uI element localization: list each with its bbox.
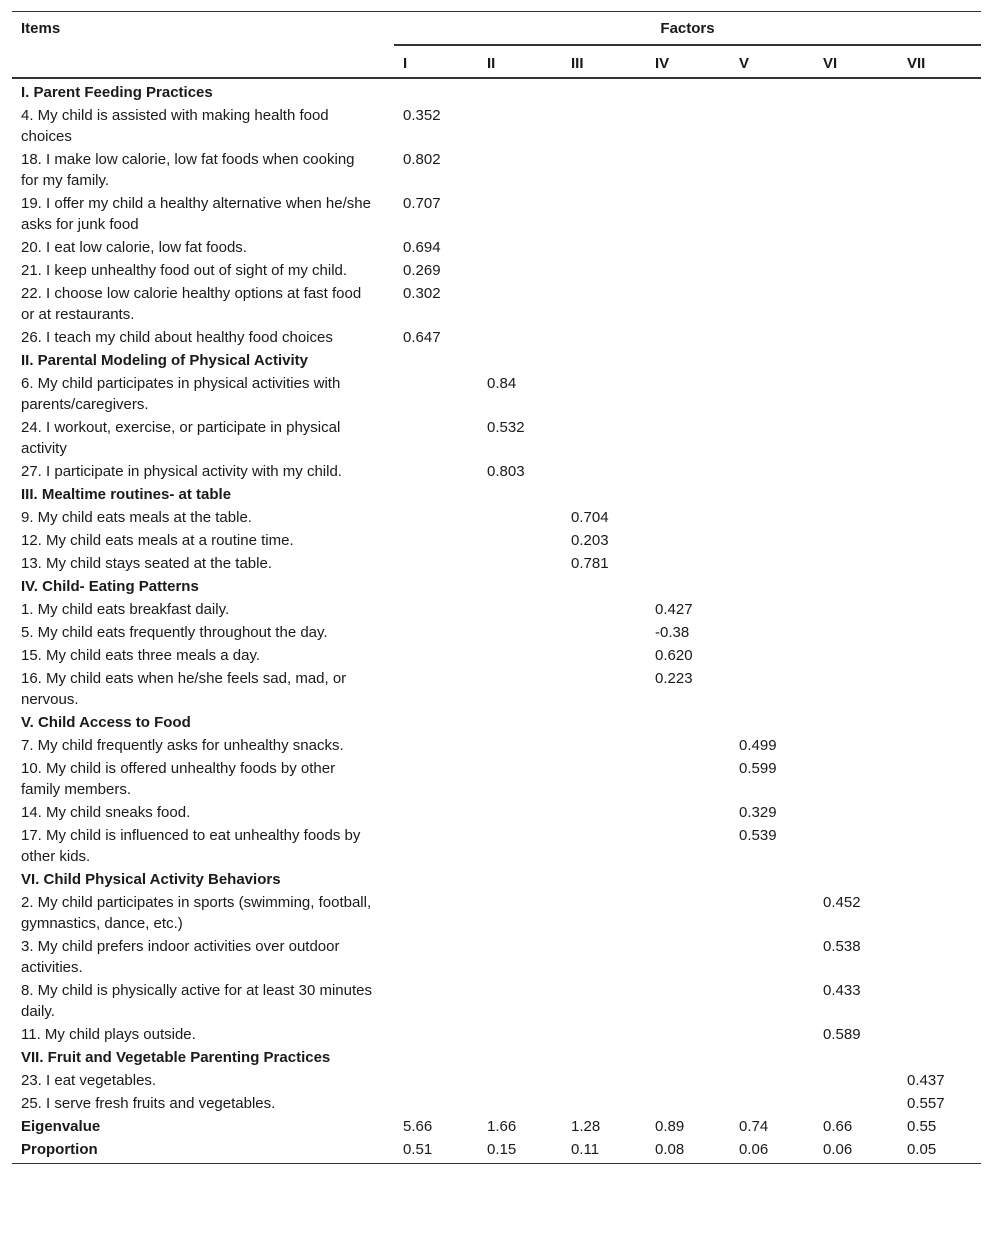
loading-cell (394, 460, 478, 483)
loading-cell (898, 236, 981, 259)
loading-cell (898, 506, 981, 529)
loading-cell (562, 236, 646, 259)
item-text: 10. My child is offered unhealthy foods by other family members. (21, 760, 336, 798)
loading-cell (898, 891, 981, 935)
loading-cell (394, 824, 478, 868)
loading-cell (814, 104, 898, 148)
loading-cell (814, 506, 898, 529)
loading-cell (898, 192, 981, 236)
loading-cell (814, 667, 898, 711)
loading-cell (898, 529, 981, 552)
loading-cell (478, 734, 562, 757)
loading-cell: 0.803 (487, 463, 525, 480)
summary-value: 0.89 (655, 1118, 685, 1135)
loading-cell (898, 148, 981, 192)
loading-cell (898, 801, 981, 824)
loading-cell (394, 1069, 478, 1092)
loading-cell (562, 824, 646, 868)
loading-cell (394, 644, 478, 667)
table-row (12, 979, 981, 1023)
loading-cell: 0.589 (823, 1026, 861, 1043)
loading-cell (562, 104, 646, 148)
factor-column-header: VII (898, 45, 981, 78)
loading-cell (814, 236, 898, 259)
factor-loadings-table (12, 11, 981, 1164)
item-text: 1. My child eats breakfast daily. (21, 601, 230, 618)
loading-cell (646, 372, 730, 416)
loading-cell (562, 192, 646, 236)
table-row (12, 236, 981, 259)
loading-cell (814, 801, 898, 824)
loading-cell (898, 1023, 981, 1046)
loading-cell (562, 734, 646, 757)
loading-cell: 0.539 (739, 827, 777, 844)
summary-value: 0.74 (739, 1118, 769, 1135)
loading-cell (562, 644, 646, 667)
summary-value: 0.05 (907, 1141, 937, 1158)
loading-cell: 0.647 (403, 329, 441, 346)
loading-cell (394, 801, 478, 824)
item-text: 23. I eat vegetables. (21, 1072, 157, 1089)
factor-column-header: I (394, 45, 478, 78)
loading-cell: 0.781 (571, 555, 609, 572)
loading-cell (646, 1069, 730, 1092)
summary-value: 1.28 (571, 1118, 601, 1135)
loading-cell (730, 104, 814, 148)
table-row (12, 104, 981, 148)
item-text: 24. I workout, exercise, or participate in physical activity (21, 419, 341, 457)
loading-cell (898, 552, 981, 575)
table-row (12, 667, 981, 711)
item-text: 2. My child participates in sports (swimming, football, gymnastics, dance, etc.) (21, 894, 372, 932)
loading-cell: 0.433 (823, 982, 861, 999)
loading-cell (646, 1023, 730, 1046)
loading-cell (898, 935, 981, 979)
loading-cell (562, 621, 646, 644)
loading-cell (814, 460, 898, 483)
table-row (12, 891, 981, 935)
loading-cell: 0.437 (907, 1072, 945, 1089)
loading-cell (898, 644, 981, 667)
loading-cell (730, 621, 814, 644)
item-text: 21. I keep unhealthy food out of sight of my child. (21, 262, 348, 279)
loading-cell (646, 1092, 730, 1115)
item-text: 5. My child eats frequently throughout the day. (21, 624, 328, 641)
loading-cell (478, 824, 562, 868)
loading-cell: 0.427 (655, 601, 693, 618)
table-row (12, 552, 981, 575)
loading-cell (730, 282, 814, 326)
table-row (12, 529, 981, 552)
loading-cell (478, 236, 562, 259)
item-text: 15. My child eats three meals a day. (21, 647, 261, 664)
summary-label: Eigenvalue (21, 1118, 101, 1135)
loading-cell (394, 935, 478, 979)
loading-cell: 0.704 (571, 509, 609, 526)
table-row (12, 192, 981, 236)
section-heading-row (12, 78, 981, 104)
factor-column-header: III (562, 45, 646, 78)
item-text: 27. I participate in physical activity with my child. (21, 463, 342, 480)
loading-cell (814, 148, 898, 192)
loading-cell (646, 506, 730, 529)
item-text: 6. My child participates in physical activities with parents/caregivers. (21, 375, 341, 413)
summary-label: Proportion (21, 1141, 98, 1158)
loading-cell (646, 734, 730, 757)
table-row (12, 757, 981, 801)
loading-cell (394, 757, 478, 801)
loading-cell (730, 644, 814, 667)
loading-cell (730, 529, 814, 552)
section-heading-row (12, 711, 981, 734)
item-text: 4. My child is assisted with making health food choices (21, 107, 329, 145)
loading-cell (814, 552, 898, 575)
loading-cell (478, 148, 562, 192)
section-title: VI. Child Physical Activity Behaviors (21, 871, 281, 888)
item-text: 17. My child is influenced to eat unhealthy foods by other kids. (21, 827, 361, 865)
item-text: 16. My child eats when he/she feels sad, mad, or nervous. (21, 670, 347, 708)
loading-cell (646, 979, 730, 1023)
item-text: 22. I choose low calorie healthy options at fast food or at restaurants. (21, 285, 362, 323)
loading-cell (562, 935, 646, 979)
loading-cell (730, 667, 814, 711)
section-heading-row (12, 349, 981, 372)
loading-cell (478, 192, 562, 236)
loading-cell (394, 734, 478, 757)
loading-cell (478, 552, 562, 575)
loading-cell (478, 757, 562, 801)
loading-cell: 0.302 (403, 285, 441, 302)
loading-cell (646, 801, 730, 824)
loading-cell (814, 598, 898, 621)
loading-cell (730, 1069, 814, 1092)
summary-value: 0.06 (739, 1141, 769, 1158)
loading-cell: 0.352 (403, 107, 441, 124)
table-row (12, 148, 981, 192)
items-column-subheader (12, 45, 394, 78)
loading-cell (394, 416, 478, 460)
loading-cell (730, 979, 814, 1023)
table-row (12, 282, 981, 326)
loading-cell (394, 621, 478, 644)
summary-value: 0.51 (403, 1141, 433, 1158)
loading-cell: 0.802 (403, 151, 441, 168)
loading-cell (394, 552, 478, 575)
loading-cell (730, 148, 814, 192)
loading-cell: -0.38 (655, 624, 690, 641)
table-header (12, 12, 981, 79)
loading-cell (478, 1092, 562, 1115)
table-row (12, 1069, 981, 1092)
item-text: 19. I offer my child a healthy alternative when he/she asks for junk food (21, 195, 371, 233)
factor-loadings-table-container (12, 11, 981, 1164)
table-row (12, 326, 981, 349)
loading-cell (898, 621, 981, 644)
loading-cell: 0.707 (403, 195, 441, 212)
summary-row (12, 1138, 981, 1164)
loading-cell (730, 506, 814, 529)
loading-cell (730, 326, 814, 349)
loading-cell (898, 326, 981, 349)
loading-cell (814, 1092, 898, 1115)
loading-cell (646, 552, 730, 575)
loading-cell (394, 598, 478, 621)
loading-cell (814, 1069, 898, 1092)
loading-cell (898, 460, 981, 483)
loading-cell: 0.538 (823, 938, 861, 955)
loading-cell (478, 529, 562, 552)
loading-cell: 0.329 (739, 804, 777, 821)
loading-cell (394, 1092, 478, 1115)
factor-column-header: VI (814, 45, 898, 78)
loading-cell (562, 757, 646, 801)
loading-cell (562, 1023, 646, 1046)
loading-cell: 0.532 (487, 419, 525, 436)
loading-cell (730, 935, 814, 979)
factor-column-header: V (730, 45, 814, 78)
table-row (12, 372, 981, 416)
table-row (12, 259, 981, 282)
loading-cell (898, 979, 981, 1023)
loading-cell (646, 259, 730, 282)
table-row (12, 506, 981, 529)
loading-cell (478, 621, 562, 644)
loading-cell (478, 667, 562, 711)
loading-cell (898, 282, 981, 326)
loading-cell: 0.223 (655, 670, 693, 687)
loading-cell (646, 416, 730, 460)
summary-row (12, 1115, 981, 1138)
loading-cell (478, 644, 562, 667)
loading-cell (562, 667, 646, 711)
loading-cell (814, 282, 898, 326)
summary-value: 0.55 (907, 1118, 937, 1135)
loading-cell (646, 529, 730, 552)
loading-cell (562, 891, 646, 935)
loading-cell (478, 801, 562, 824)
loading-cell (562, 148, 646, 192)
loading-cell (394, 1023, 478, 1046)
loading-cell (394, 979, 478, 1023)
table-row (12, 644, 981, 667)
loading-cell (814, 824, 898, 868)
table-row (12, 734, 981, 757)
loading-cell (562, 282, 646, 326)
item-text: 25. I serve fresh fruits and vegetables. (21, 1095, 276, 1112)
loading-cell (646, 460, 730, 483)
loading-cell (814, 621, 898, 644)
summary-value: 5.66 (403, 1118, 433, 1135)
items-column-header: Items (21, 20, 61, 37)
loading-cell: 0.694 (403, 239, 441, 256)
factor-column-header: II (478, 45, 562, 78)
loading-cell (646, 824, 730, 868)
loading-cell (898, 734, 981, 757)
loading-cell (646, 282, 730, 326)
section-heading-row (12, 868, 981, 891)
section-heading-row (12, 1046, 981, 1069)
summary-value: 1.66 (487, 1118, 517, 1135)
loading-cell: 0.499 (739, 737, 777, 754)
loading-cell (898, 104, 981, 148)
loading-cell (646, 104, 730, 148)
section-title: III. Mealtime routines- at table (21, 486, 232, 503)
section-title: IV. Child- Eating Patterns (21, 578, 199, 595)
summary-value: 0.06 (823, 1141, 853, 1158)
loading-cell (478, 979, 562, 1023)
factors-column-header: Factors (660, 20, 715, 37)
loading-cell (814, 372, 898, 416)
loading-cell (562, 372, 646, 416)
item-text: 20. I eat low calorie, low fat foods. (21, 239, 247, 256)
loading-cell (478, 104, 562, 148)
loading-cell (478, 506, 562, 529)
loading-cell (730, 236, 814, 259)
loading-cell (478, 891, 562, 935)
loading-cell: 0.557 (907, 1095, 945, 1112)
loading-cell (898, 667, 981, 711)
item-text: 18. I make low calorie, low fat foods when cooking for my family. (21, 151, 355, 189)
loading-cell (814, 529, 898, 552)
loading-cell (394, 529, 478, 552)
summary-value: 0.08 (655, 1141, 685, 1158)
loading-cell (898, 416, 981, 460)
loading-cell: 0.203 (571, 532, 609, 549)
table-row (12, 824, 981, 868)
loading-cell: 0.452 (823, 894, 861, 911)
table-row (12, 801, 981, 824)
loading-cell (646, 192, 730, 236)
loading-cell (478, 326, 562, 349)
table-row (12, 1092, 981, 1115)
loading-cell: 0.84 (487, 375, 517, 392)
item-text: 3. My child prefers indoor activities over outdoor activities. (21, 938, 340, 976)
loading-cell (646, 757, 730, 801)
item-text: 9. My child eats meals at the table. (21, 509, 252, 526)
loading-cell (562, 1069, 646, 1092)
loading-cell (730, 416, 814, 460)
item-text: 7. My child frequently asks for unhealthy snacks. (21, 737, 344, 754)
summary-value: 0.15 (487, 1141, 517, 1158)
loading-cell (562, 259, 646, 282)
loading-cell (646, 326, 730, 349)
table-row (12, 1023, 981, 1046)
table-row (12, 416, 981, 460)
loading-cell (562, 1092, 646, 1115)
table-row (12, 460, 981, 483)
loading-cell (394, 372, 478, 416)
loading-cell (730, 372, 814, 416)
loading-cell (562, 801, 646, 824)
table-row (12, 621, 981, 644)
loading-cell (898, 598, 981, 621)
loading-cell (898, 259, 981, 282)
loading-cell (646, 236, 730, 259)
table-body (12, 78, 981, 1164)
loading-cell (478, 1023, 562, 1046)
loading-cell (646, 148, 730, 192)
loading-cell (646, 935, 730, 979)
section-title: I. Parent Feeding Practices (21, 84, 213, 101)
loading-cell (898, 372, 981, 416)
factor-column-header: IV (646, 45, 730, 78)
table-row (12, 598, 981, 621)
summary-value: 0.11 (571, 1141, 600, 1158)
loading-cell (730, 1092, 814, 1115)
item-text: 12. My child eats meals at a routine time. (21, 532, 294, 549)
loading-cell (814, 416, 898, 460)
loading-cell: 0.620 (655, 647, 693, 664)
loading-cell (478, 598, 562, 621)
section-title: V. Child Access to Food (21, 714, 191, 731)
loading-cell (562, 326, 646, 349)
loading-cell (478, 259, 562, 282)
summary-value: 0.66 (823, 1118, 853, 1135)
loading-cell (814, 259, 898, 282)
loading-cell (814, 757, 898, 801)
loading-cell (394, 506, 478, 529)
loading-cell (730, 192, 814, 236)
item-text: 8. My child is physically active for at least 30 minutes daily. (21, 982, 372, 1020)
item-text: 11. My child plays outside. (21, 1026, 196, 1043)
loading-cell (814, 326, 898, 349)
loading-cell (562, 598, 646, 621)
loading-cell (730, 460, 814, 483)
loading-cell (562, 416, 646, 460)
loading-cell (814, 644, 898, 667)
loading-cell (394, 891, 478, 935)
loading-cell (394, 667, 478, 711)
loading-cell (562, 460, 646, 483)
item-text: 26. I teach my child about healthy food choices (21, 329, 333, 346)
table-row (12, 935, 981, 979)
loading-cell: 0.269 (403, 262, 441, 279)
loading-cell (898, 824, 981, 868)
loading-cell (730, 891, 814, 935)
loading-cell (814, 734, 898, 757)
loading-cell (730, 259, 814, 282)
loading-cell (478, 935, 562, 979)
item-text: 14. My child sneaks food. (21, 804, 191, 821)
section-title: VII. Fruit and Vegetable Parenting Practices (21, 1049, 331, 1066)
section-title: II. Parental Modeling of Physical Activity (21, 352, 309, 369)
loading-cell (814, 192, 898, 236)
loading-cell (478, 282, 562, 326)
section-heading-row (12, 575, 981, 598)
loading-cell (646, 891, 730, 935)
loading-cell (730, 552, 814, 575)
item-text: 13. My child stays seated at the table. (21, 555, 272, 572)
loading-cell (898, 757, 981, 801)
loading-cell (478, 1069, 562, 1092)
loading-cell: 0.599 (739, 760, 777, 777)
loading-cell (562, 979, 646, 1023)
loading-cell (730, 598, 814, 621)
section-heading-row (12, 483, 981, 506)
loading-cell (730, 1023, 814, 1046)
